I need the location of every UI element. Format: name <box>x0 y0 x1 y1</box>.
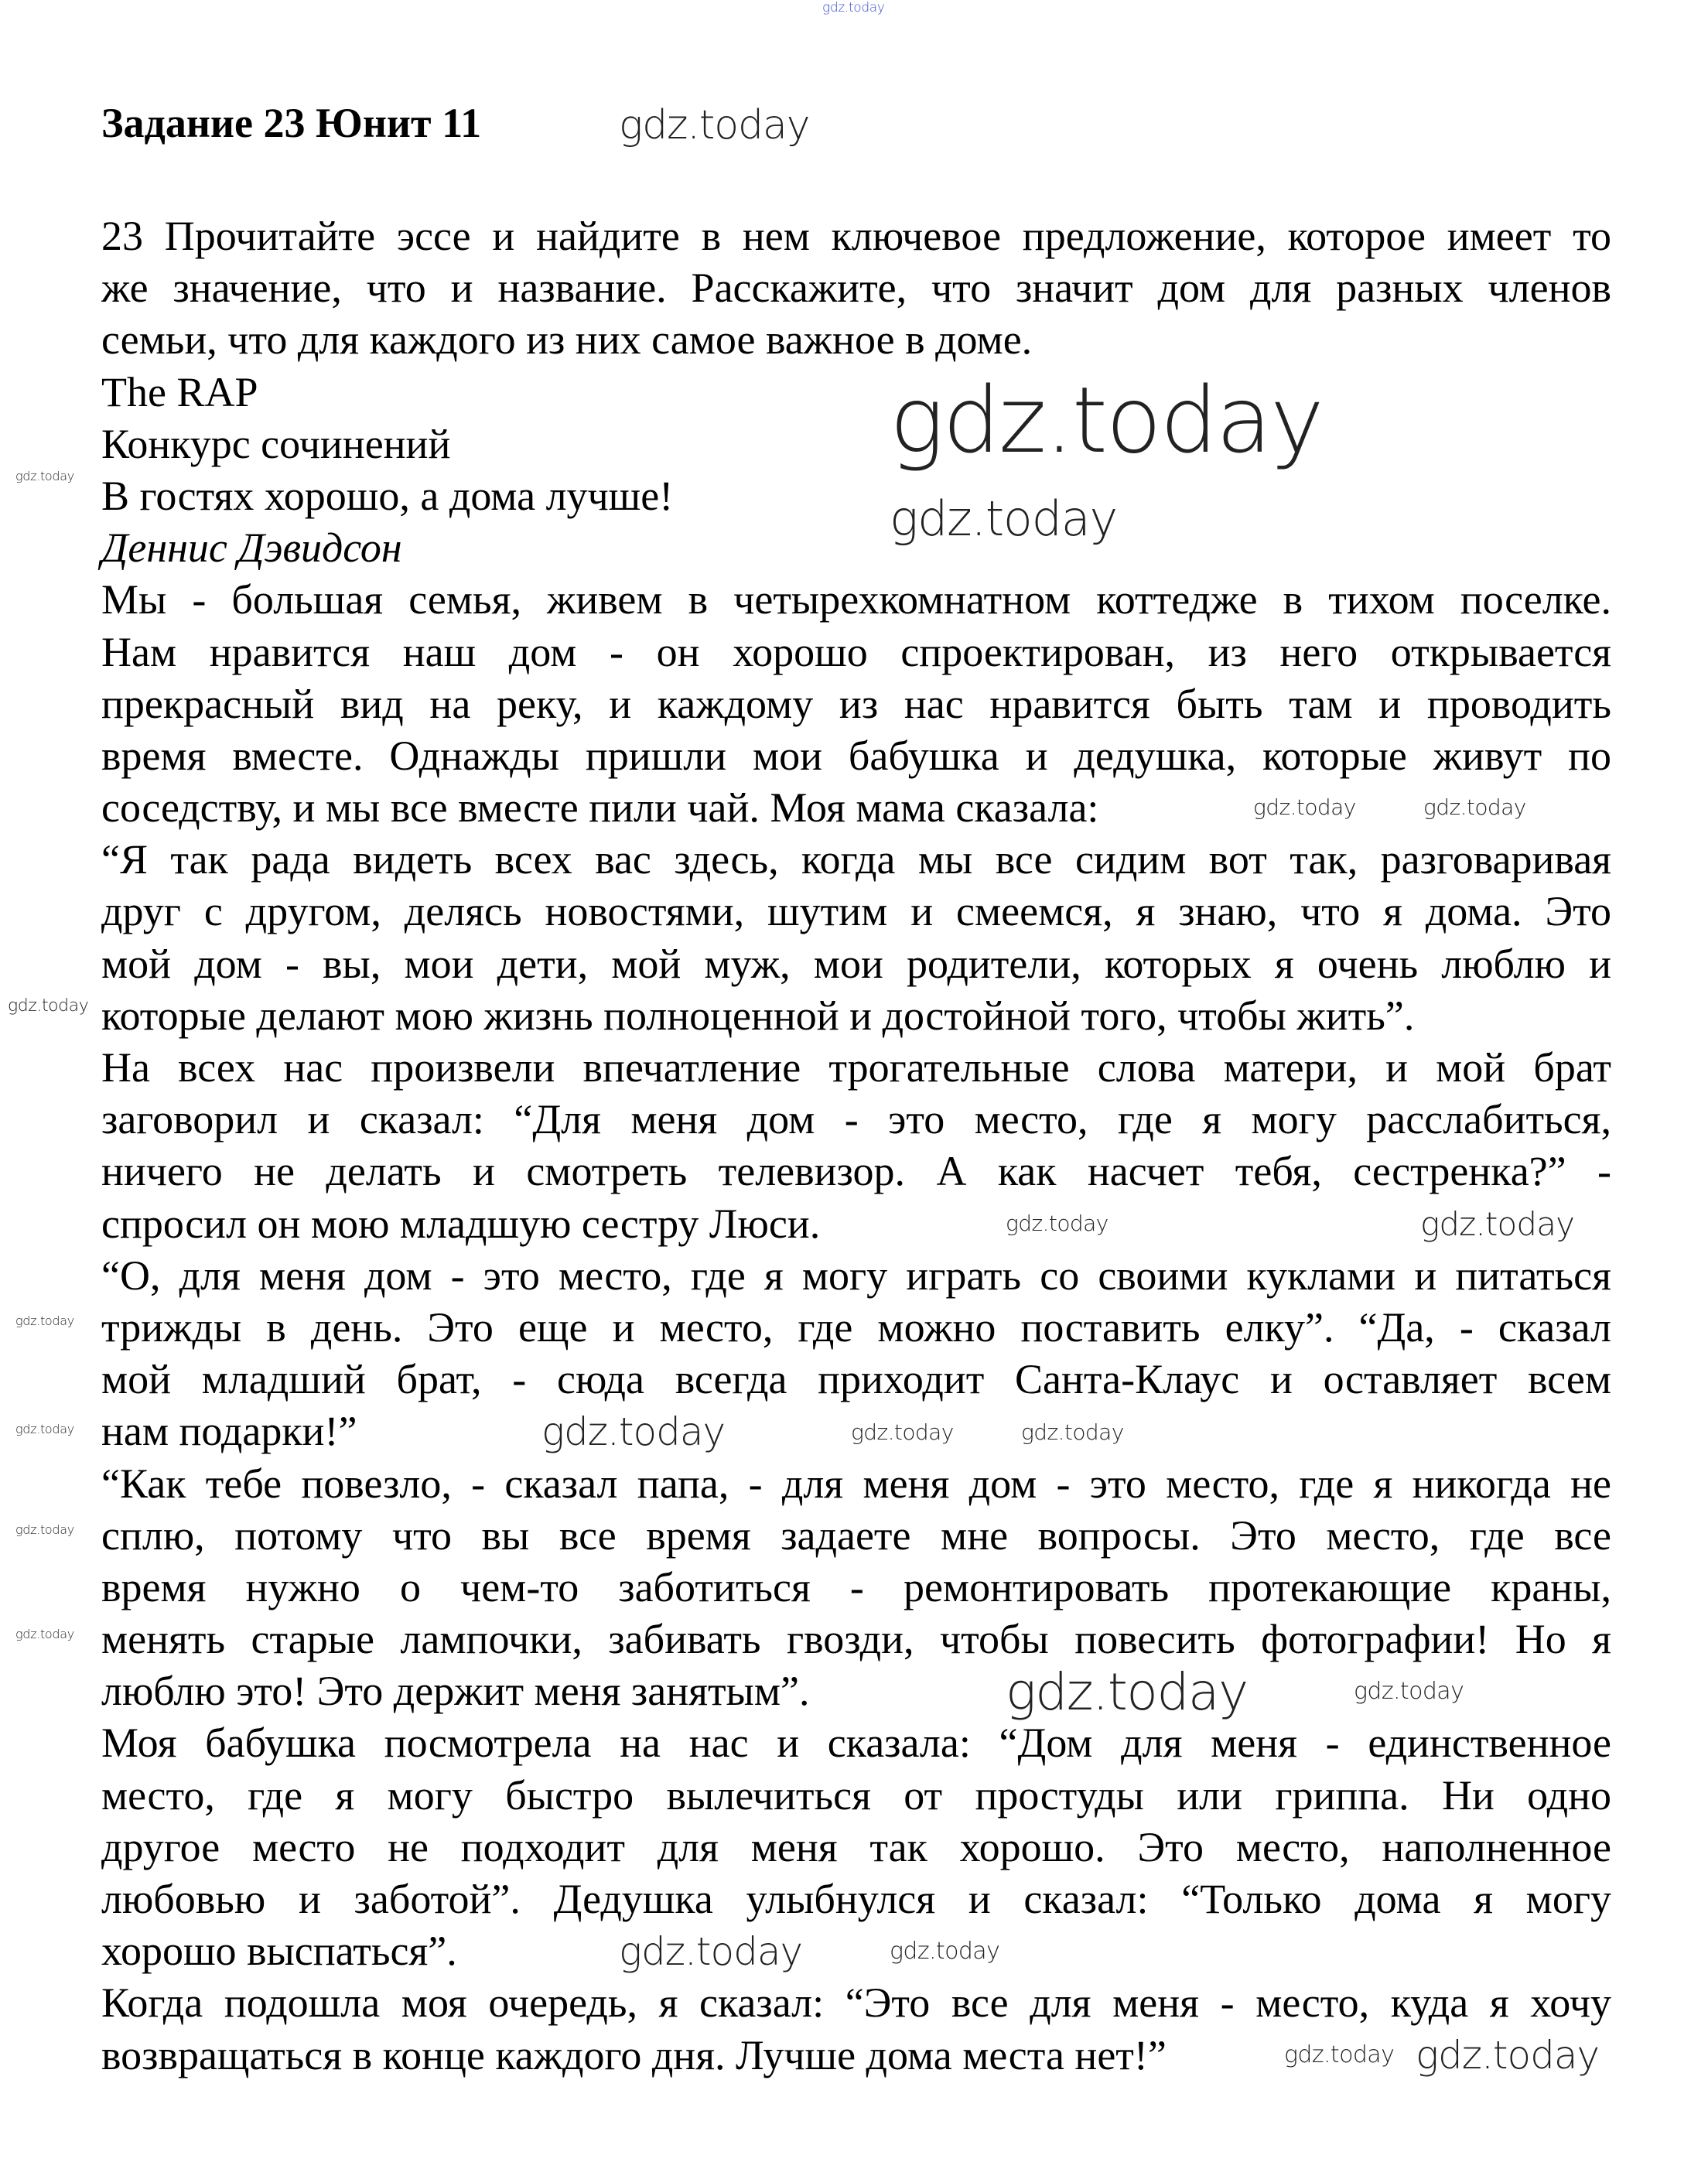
watermark: gdz.today <box>619 102 810 149</box>
text-line: которые делают мою жизнь полноценной и достойной того, чтобы жить”. <box>101 992 1415 1039</box>
watermark: gdz.today <box>1284 2041 1395 2068</box>
text-line: возвращаться в конце каждого дня. Лучше дома места нет!” <box>101 2031 1167 2078</box>
watermark: gdz.today <box>15 1627 74 1641</box>
text-line: любовью и заботой”. Дедушка улыбнулся и сказал: “Только дома я могу <box>101 1876 1611 1922</box>
text-line: заговорил и сказал: “Для меня дом - это место, где я могу расслабиться, <box>101 1096 1611 1143</box>
watermark: gdz.today <box>1021 1419 1124 1445</box>
text-line: The RAP <box>101 368 258 415</box>
watermark: gdz.today <box>890 490 1117 547</box>
watermark: gdz.today <box>890 1938 1000 1965</box>
watermark: gdz.today <box>1423 794 1526 820</box>
watermark: gdz.today <box>822 0 885 15</box>
text-line: нам подарки!” <box>101 1408 357 1455</box>
text-line: хорошо выспаться”. <box>101 1928 457 1975</box>
text-line: место, где я могу быстро вылечиться от простуды или гриппа. Ни одно <box>101 1771 1611 1819</box>
text-line: “Как тебе повезло, - сказал папа, - для меня дом - это место, где я никогда не <box>101 1460 1611 1507</box>
text-line: семьи, что для каждого из них самое важное в доме. <box>101 316 1033 364</box>
text-line: сплю, потому что вы все время задаете мне вопросы. Это место, где все <box>101 1511 1611 1559</box>
text-line: менять старые лампочки, забивать гвозди, чтобы повесить фотографии! Но я <box>101 1616 1611 1663</box>
text-line: ничего не делать и смотреть телевизор. А как насчет тебя, сестренка?” - <box>101 1148 1611 1195</box>
watermark: gdz.today <box>15 1522 74 1537</box>
text-line: время нужно о чем-то заботиться - ремонтировать протекающие краны, <box>101 1563 1611 1610</box>
text-line: время вместе. Однажды пришли мои бабушка и дедушка, которые живут по <box>101 732 1611 779</box>
text-line: прекрасный вид на реку, и каждому из нас нравится быть там и проводить <box>101 680 1611 727</box>
text-line: спросил он мою младшую сестру Люси. <box>101 1200 821 1247</box>
watermark: gdz.today <box>541 1409 726 1454</box>
watermark: gdz.today <box>8 996 89 1016</box>
text-line: соседству, и мы все вместе пили чай. Моя мама сказала: <box>101 784 1099 832</box>
watermark: gdz.today <box>15 1422 74 1436</box>
text-line: В гостях хорошо, а дома лучше! <box>101 472 674 519</box>
watermark: gdz.today <box>851 1419 954 1445</box>
watermark: gdz.today <box>1420 1205 1575 1243</box>
text-line: На всех нас произвели впечатление трогательные слова матери, и мой брат <box>101 1044 1611 1091</box>
text-line: 23 Прочитайте эссе и найдите в нем ключевое предложение, которое имеет то <box>101 213 1611 259</box>
watermark: gdz.today <box>1253 794 1356 820</box>
page-title: Задание 23 Юнит 11 <box>101 100 482 146</box>
text-line: Нам нравится наш дом - он хорошо спроектирован, из него открывается <box>101 628 1611 675</box>
text-line: “О, для меня дом - это место, где я могу играть со своими куклами и питаться <box>101 1252 1611 1299</box>
essay-text <box>101 210 1611 2082</box>
watermark: gdz.today <box>619 1929 803 1974</box>
text-line: друг с другом, делясь новостями, шутим и смеемся, я знаю, что я дома. Это <box>101 888 1611 935</box>
watermark: gdz.today <box>1006 1211 1108 1236</box>
text-line: трижды в день. Это еще и место, где можно поставить елку”. “Да, - сказал <box>101 1303 1611 1351</box>
watermark: gdz.today <box>1354 1678 1464 1705</box>
text-line: же значение, что и название. Расскажите, что значит дом для разных членов <box>101 265 1611 312</box>
text-line: Когда подошла моя очередь, я сказал: “Это все для меня - место, куда я хочу <box>101 1979 1611 2027</box>
watermark: gdz.today <box>890 367 1323 473</box>
text-line: Мы - большая семья, живем в четырехкомнатном коттедже в тихом поселке. <box>101 576 1611 623</box>
watermark: gdz.today <box>15 469 74 483</box>
text-line: Конкурс сочинений <box>101 420 451 467</box>
watermark: gdz.today <box>1416 2033 1600 2078</box>
watermark: gdz.today <box>15 1313 74 1328</box>
text-line: люблю это! Это держит меня занятым”. <box>101 1668 810 1715</box>
watermark: gdz.today <box>1006 1662 1248 1722</box>
text-line: мой дом - вы, мои дети, мой муж, мои родители, которых я очень люблю и <box>101 940 1611 987</box>
text-line: Моя бабушка посмотрела на нас и сказала: “Дом для меня - единственное <box>101 1720 1611 1767</box>
text-line: мой младший брат, - сюда всегда приходит Санта-Клаус и оставляет всем <box>101 1356 1611 1403</box>
author-name: Деннис Дэвидсон <box>101 524 402 572</box>
text-line: “Я так рада видеть всех вас здесь, когда мы все сидим вот так, разговаривая <box>101 836 1611 883</box>
text-line: другое место не подходит для меня так хорошо. Это место, наполненное <box>101 1823 1611 1870</box>
